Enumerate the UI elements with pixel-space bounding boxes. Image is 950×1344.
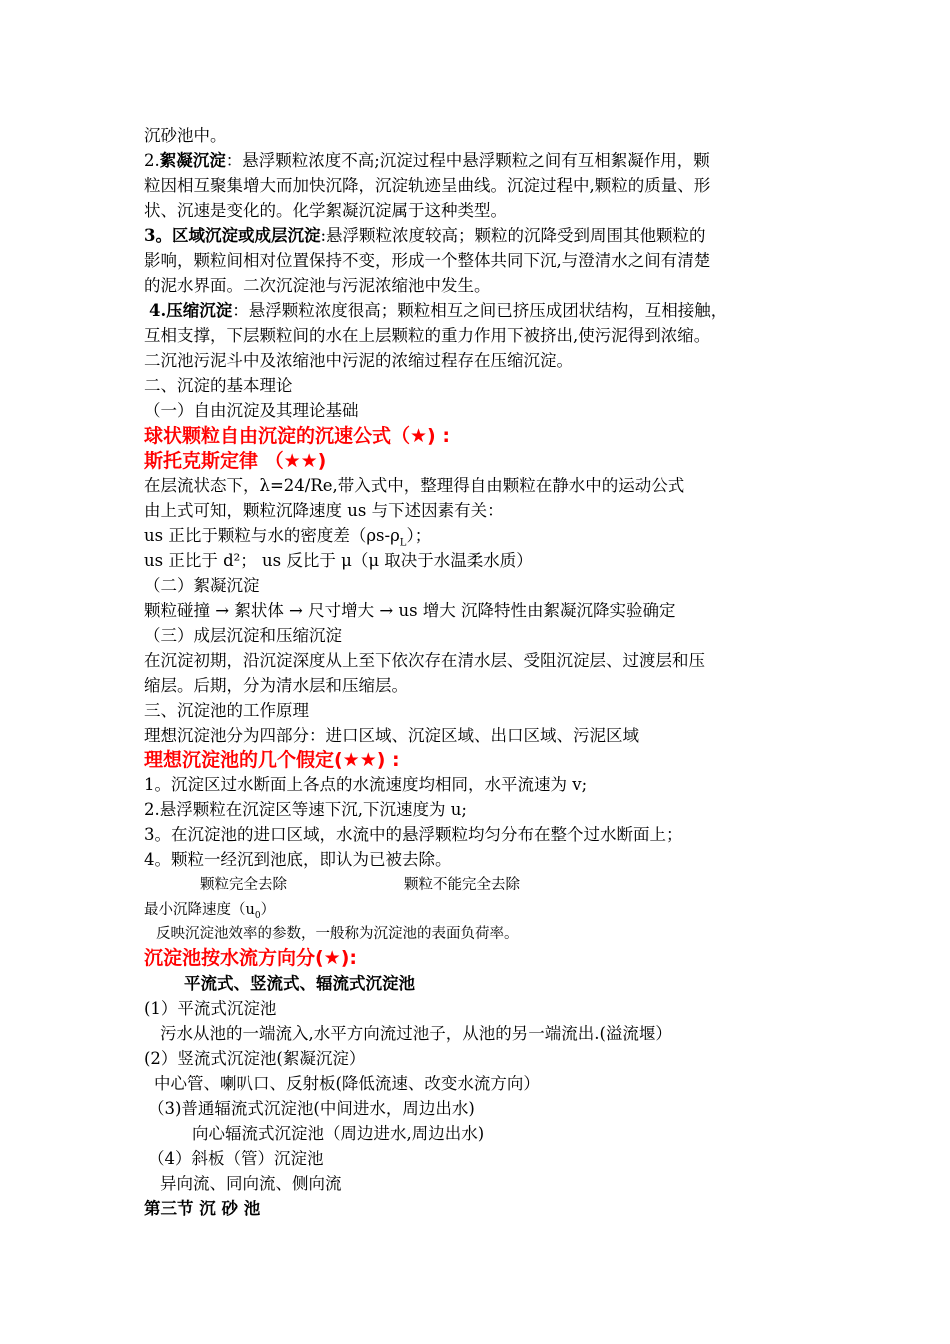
- bold-subtitle: 平流式、竖流式、辐流式沉淀池: [184, 974, 415, 993]
- text-line: 异向流、同向流、侧向流: [160, 1174, 342, 1193]
- list-item: 3。在沉淀池的进口区域，水流中的悬浮颗粒均匀分布在整个过水断面上；: [144, 825, 683, 844]
- text-line: 在层流状态下，λ=24/Re,带入式中，整理得自由颗粒在静水中的运动公式: [144, 476, 685, 495]
- text-line: 互相支撑，下层颗粒间的水在上层颗粒的重力作用下被挤出,使污泥得到浓缩。: [144, 326, 711, 345]
- section-heading: 三、沉淀池的工作原理: [144, 701, 309, 720]
- text-segment: 最小沉降速度（u: [144, 902, 255, 918]
- text-line: 反映沉淀池效率的参数，一般称为沉淀池的表面负荷率。: [156, 926, 519, 942]
- list-item: (2）竖流式沉淀池(絮凝沉淀）: [144, 1049, 366, 1068]
- label-incomplete-removal: 颗粒不能完全去除: [404, 877, 520, 893]
- text-line: 中心管、喇叭口、反射板(降低流速、改变水流方向）: [154, 1074, 540, 1093]
- text-line: 缩层。后期，分为清水层和压缩层。: [144, 676, 408, 695]
- text-line: 影响，颗粒间相对位置保持不变，形成一个整体共同下沉,与澄清水之间有清楚: [144, 251, 711, 270]
- subsection-heading: （二）絮凝沉淀: [144, 576, 260, 595]
- term-flocculent-settling: 絮凝沉淀: [159, 151, 226, 170]
- text-line: [144, 224, 706, 248]
- item-number: 2.: [144, 151, 160, 170]
- key-heading: 球状颗粒自由沉淀的沉速公式（★) :: [144, 425, 450, 447]
- text-segment: us 正比于颗粒与水的密度差（ρs-ρ: [144, 526, 400, 545]
- text-segment: ）: [260, 902, 276, 918]
- list-item: （3)普通辐流式沉淀池(中间进水，周边出水): [148, 1099, 475, 1118]
- text-line: 粒因相互聚集增大而加快沉降，沉淀轨迹呈曲线。沉淀过程中,颗粒的质量、形: [144, 176, 711, 195]
- subsection-heading: （三）成层沉淀和压缩沉淀: [144, 626, 342, 645]
- subsection-heading: （一）自由沉淀及其理论基础: [144, 401, 359, 420]
- section-heading: 二、沉淀的基本理论: [144, 376, 293, 395]
- text-line: 向心辐流式沉淀池（周边进水,周边出水): [192, 1124, 485, 1143]
- label-complete-removal: 颗粒完全去除: [200, 877, 287, 893]
- text-line: 在沉淀初期，沿沉淀深度从上至下依次存在清水层、受阻沉淀层、过渡层和压: [144, 651, 705, 670]
- text-segment: :悬浮颗粒浓度较高；颗粒的沉降受到周围其他颗粒的: [320, 226, 706, 245]
- term-compression-settling: 4.压缩沉淀: [149, 301, 233, 320]
- list-item: 1。沉淀区过水断面上各点的水流速度均相同，水平流速为 v;: [144, 775, 588, 794]
- subscript: L: [399, 537, 407, 549]
- text-line: us 正比于 d²； us 反比于 μ（μ 取决于水温柔水质）: [144, 551, 533, 570]
- text-line: 的泥水界面。二次沉淀池与污泥浓缩池中发生。: [144, 276, 491, 295]
- text-line: 沉砂池中。: [144, 126, 227, 145]
- list-item: （4）斜板（管）沉淀池: [148, 1149, 324, 1168]
- key-heading: 理想沉淀池的几个假定(★★) :: [144, 749, 400, 771]
- term-zone-settling: 3。区域沉淀或成层沉淀: [144, 226, 321, 245]
- text-line: [144, 149, 710, 173]
- text-line: 由上式可知，颗粒沉降速度 us 与下述因素有关：: [144, 501, 504, 520]
- text-segment: ：悬浮颗粒浓度很高；颗粒相互之间已挤压成团状结构，互相接触，: [232, 301, 728, 320]
- list-item: (1）平流式沉淀池: [144, 999, 277, 1018]
- text-line: 状、沉速是变化的。化学絮凝沉淀属于这种类型。: [144, 201, 507, 220]
- list-item: 2.悬浮颗粒在沉淀区等速下沉,下沉速度为 u;: [144, 800, 467, 819]
- list-item: 4。颗粒一经沉到池底，即认为已被去除。: [144, 850, 452, 869]
- subscript: 0: [254, 910, 261, 921]
- text-segment: ：悬浮颗粒浓度不高;沉淀过程中悬浮颗粒之间有互相絮凝作用，颗: [225, 151, 710, 170]
- text-line: 污水从池的一端流入,水平方向流过池子，从池的另一端流出.(溢流堰）: [160, 1024, 672, 1043]
- chapter-heading: 第三节 沉 砂 池: [144, 1199, 261, 1218]
- text-line: 理想沉淀池分为四部分：进口区域、沉淀区域、出口区域、污泥区域: [144, 726, 639, 745]
- text-line: 二沉池污泥斗中及浓缩池中污泥的浓缩过程存在压缩沉淀。: [144, 351, 573, 370]
- key-heading: 沉淀池按水流方向分(★):: [144, 947, 357, 969]
- text-segment: ）；: [406, 526, 432, 545]
- text-line: 颗粒碰撞 → 絮状体 → 尺寸增大 → us 增大 沉降特性由絮凝沉降实验确定: [144, 601, 676, 620]
- key-heading: 斯托克斯定律 （★★): [144, 450, 327, 472]
- text-line: [149, 299, 727, 323]
